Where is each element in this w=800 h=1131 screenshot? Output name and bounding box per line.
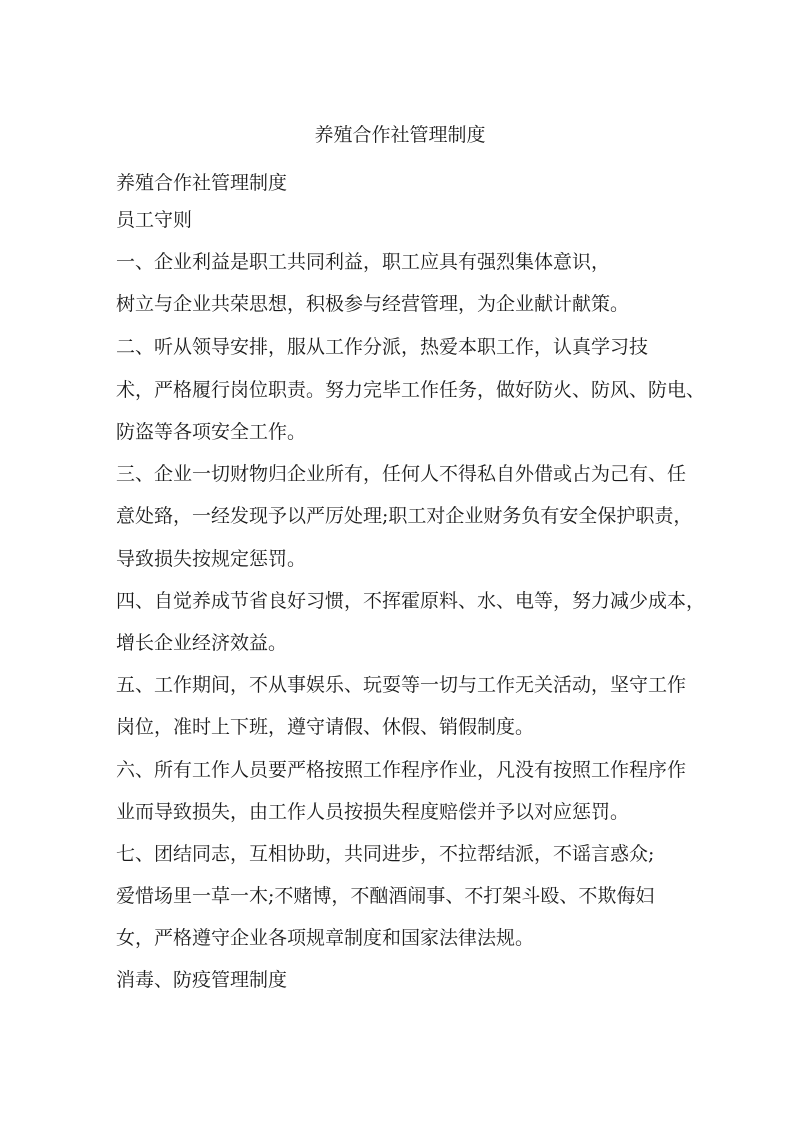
text-line: 二、听从领导安排，服从工作分派，热爱本职工作，认真学习技 — [116, 336, 649, 358]
text-line: 女，严格遵守企业各项规章制度和国家法律法规。 — [116, 927, 535, 949]
text-line: 术，严格履行岗位职责。努力完毕工作任务，做好防火、防风、防电、 — [116, 379, 706, 401]
text-line: 防盗等各项安全工作。 — [116, 421, 307, 443]
text-line: 岗位，准时上下班，遵守请假、休假、销假制度。 — [116, 716, 535, 738]
text-line: 树立与企业共荣思想，积极参与经营管理，为企业献计献策。 — [116, 293, 630, 315]
text-line: 六、所有工作人员要严格按照工作程序作业，凡没有按照工作程序作 — [116, 759, 687, 781]
subsection-heading: 员工守则 — [116, 209, 193, 231]
text-line: 意处臵，一经发现予以严厉处理;职工对企业财务负有安全保护职责， — [116, 505, 693, 527]
section-heading: 消毒、防疫管理制度 — [116, 969, 288, 991]
text-line: 业而导致损失，由工作人员按损失程度赔偿并予以对应惩罚。 — [116, 801, 630, 823]
text-line: 增长企业经济效益。 — [116, 632, 288, 654]
document-title: 养殖合作社管理制度 — [314, 124, 486, 146]
text-line: 导致损失按规定惩罚。 — [116, 548, 307, 570]
section-heading: 养殖合作社管理制度 — [116, 172, 288, 194]
text-line: 七、团结同志，互相协助，共同进步，不拉帮结派，不谣言惑众; — [116, 843, 655, 865]
text-line: 爱惜场里一草一木;不赌博，不酗酒闹事、不打架斗殴、不欺侮妇 — [116, 885, 655, 907]
text-line: 一、企业利益是职工共同利益，职工应具有强烈集体意识， — [116, 251, 611, 273]
text-line: 五、工作期间，不从事娱乐、玩耍等一切与工作无关活动，坚守工作 — [116, 674, 687, 696]
text-line: 四、自觉养成节省良好习惯，不挥霍原料、水、电等，努力减少成本， — [116, 590, 706, 612]
text-line: 三、企业一切财物归企业所有，任何人不得私自外借或占为己有、任 — [116, 463, 687, 485]
